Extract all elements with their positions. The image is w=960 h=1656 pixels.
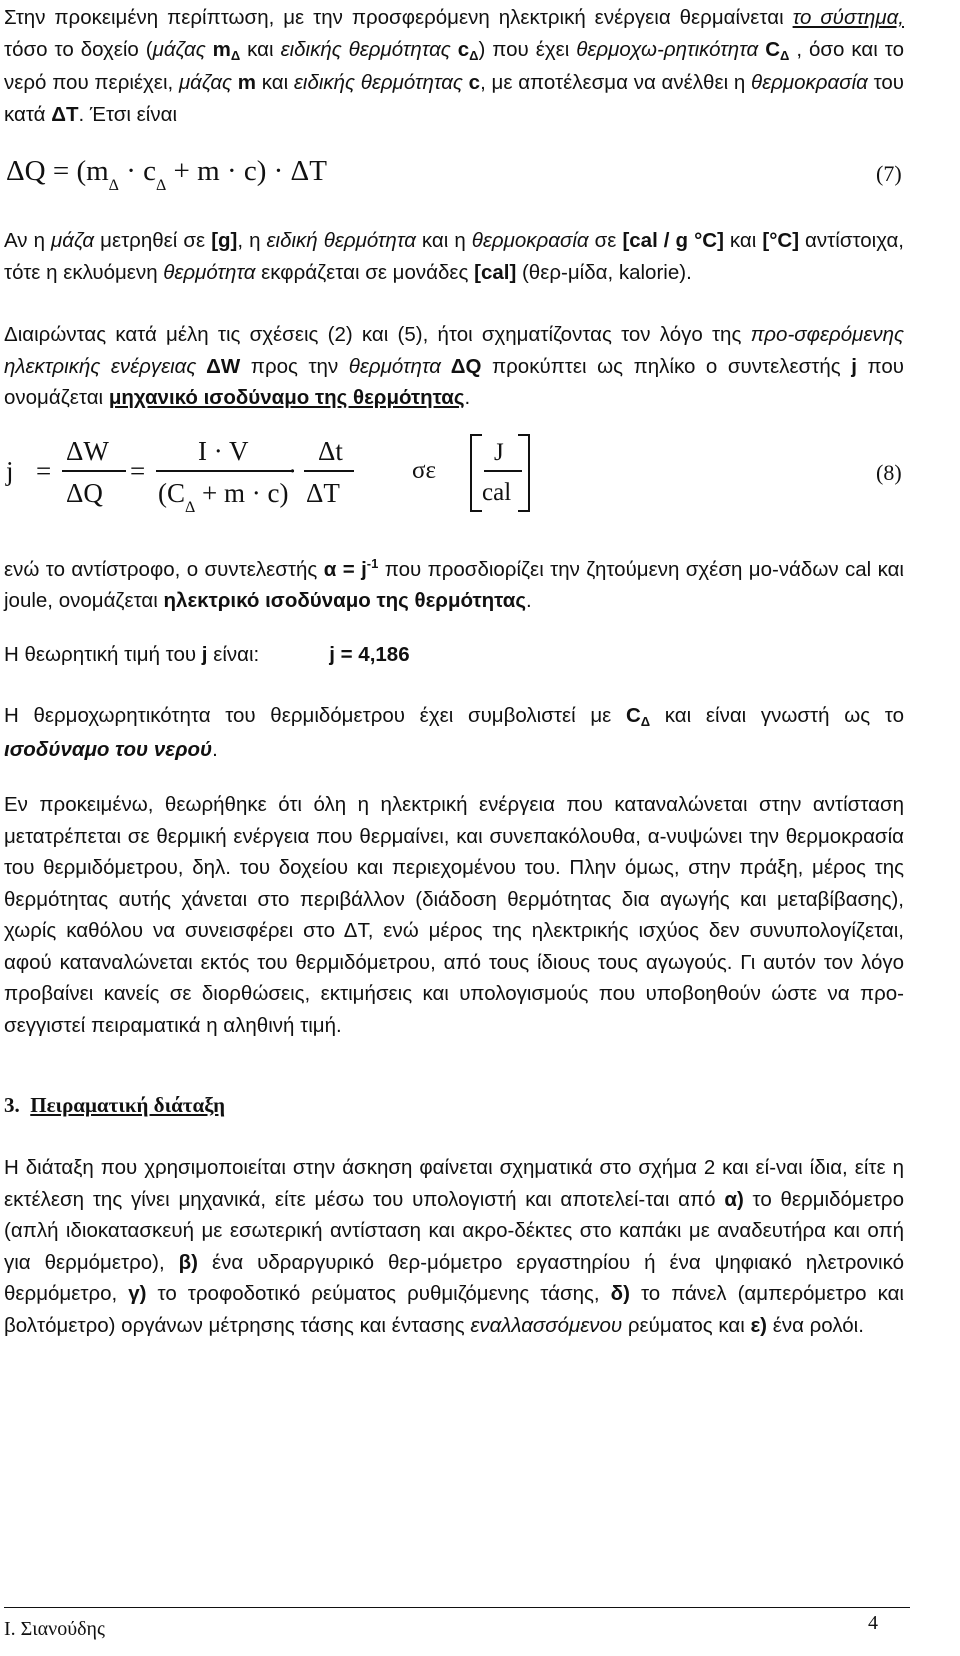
eq8-right-bracket	[518, 434, 530, 512]
eq8-J: J	[494, 439, 504, 466]
footer-page-number: 4	[868, 1612, 878, 1634]
eq8-dQ: ΔQ	[66, 478, 103, 508]
losses-paragraph: Εν προκειμένω, θεωρήθηκε ότι όλη η ηλεκτρική ενέργεια που καταναλώνεται στην αντίσταση μετατρέπεται σε θερμική ενέργεια που θερμαίνει, και συνεπακόλουθα, α-νυψώνει την θερμοκρασία του θερμιδόμετρου, δηλ. του δοχείου και περιεχομένου του. Πλην όμως, στην πράξη, μέρος της θερμότητας αυτής χάνεται στο περιβάλλον (διάδοση θερμότητας δια αγωγής και μεταβίβασης), χωρίς καθόλου να συνεισφέρει στο ΔT, ενώ μέρος της ηλεκτρικής ισχύος δεν συνυπολογίζεται, αφού καταναλώνεται εκτός του θερμιδόμετρου, από τους ίδιους τους αγωγούς. Γι αυτόν τον λόγο προβαίνει κανείς σε διορθώσεις, εκτιμήσεις και υπολογισμούς που υποβοηθούν ώστε να προ-σεγγιστεί πειραματικά η αληθινή τιμή.	[4, 793, 904, 1037]
eq8-dT: ΔT	[306, 478, 340, 508]
eq8-dW: ΔW	[66, 436, 109, 466]
eq8-j: j	[6, 456, 14, 486]
eq8-cal: cal	[482, 479, 512, 506]
mechanical-equivalent-paragraph: Διαιρώντας κατά μέλη τις σχέσεις (2) και (5), ήτοι σχηματίζοντας τον λόγο της προ-σφερόμενης ηλεκτρικής ενέργειας ΔW προς την θερμότητα ΔQ προκύπτει ως πηλίκο ο συντελεστής j που ονομάζεται μηχανικό ισοδύναμο της θερμότητας.	[4, 323, 904, 409]
eq8-fraction-line-2	[156, 470, 294, 472]
equation-7-number: (7)	[876, 161, 902, 186]
electrical-equivalent-paragraph: ενώ το αντίστροφο, ο συντελεστής $\alpha = j^{-1}$ που προσδιορίζει την ζητούμενη σχέση μο-νάδων cal και joule, ονομάζεται ηλεκτρικό ισοδύναμο της θερμότητας.	[4, 556, 904, 613]
eq8-dot: ·	[288, 456, 297, 486]
eq8-left-bracket	[470, 434, 482, 512]
eq8-equals-1: =	[36, 456, 52, 486]
water-equivalent-paragraph: Η θερμοχωρητικότητα του θερμιδόμετρου έχει συμβολιστεί με CΔ και είναι γνωστή ως το ισοδύναμο του νερού.	[4, 704, 904, 761]
equation-7: $\Delta Q = (m_\Delta \cdot c_\Delta + m \cdot c) \cdot \Delta T$	[6, 155, 327, 194]
eq8-equals-2: =	[130, 456, 146, 486]
eq8-fraction-line-3	[304, 470, 354, 472]
intro-paragraph: Στην προκειμένη περίπτωση, με την προσφερόμενη ηλεκτρική ενέργεια θερμαίνεται το σύστημα, τόσο το δοχείο (μάζας mΔ και ειδικής θερμότητας cΔ) που έχει θερμοχω-ρητικότητα CΔ , όσο και το νερό που περιέχει, μάζας m και ειδικής θερμότητας c, με αποτέλεσμα να ανέλθει η θερμοκρασία του κατά ΔT. Έτσι είναι	[4, 6, 904, 126]
units-paragraph: Αν η μάζα μετρηθεί σε [g], η ειδική θερμότητα και η θερμοκρασία σε [cal / g °C] και [°C] αντίστοιχα, τότε η εκλυόμενη θερμότητα εκφράζεται σε μονάδες [cal] (θερ-μίδα, kalorie).	[4, 229, 904, 284]
eq8-denominator: $(C_\Delta + m \cdot c)$	[158, 478, 289, 516]
eq8-dt: Δt	[318, 436, 343, 466]
eq8-fraction-line-4	[484, 470, 522, 472]
section-heading: 3. Πειραματική διάταξη	[4, 1093, 226, 1117]
eq8-IV: I · V	[198, 436, 249, 466]
footer-divider	[4, 1607, 910, 1608]
theoretical-value-line: Η θεωρητική τιμή του j είναι: j = 4,186	[4, 643, 410, 666]
equation-8-number: (8)	[876, 460, 902, 485]
eq8-fraction-line-1	[62, 470, 126, 472]
footer-author: Ι. Σιανούδης	[4, 1618, 105, 1640]
eq8-se: σε	[412, 457, 436, 484]
setup-paragraph: Η διάταξη που χρησιμοποιείται στην άσκηση φαίνεται σχηματικά στο σχήμα 2 και εί-ναι ίδια, είτε η εκτέλεση της γίνει μηχανικά, είτε μέσω του υπολογιστή και αποτελεί-ται από α) το θερμιδόμετρο (απλή ιδιοκατασκευή με εσωτερική αντίσταση και ακρο-δέκτες στο καπάκι με αναδευτήρα και οπή για θερμόμετρο), β) ένα υδραργυρικό θερ-μόμετρο εργαστηρίου ή ένα ψηφιακό ηλετρονικό θερμόμετρο, γ) το τροφοδοτικό ρεύματος ρυθμιζόμενης τάσης, δ) το πάνελ (αμπερόμετρο και βολτόμετρο) οργάνων μέτρησης τάσης και έντασης εναλλασσόμενου ρεύματος και ε) ένα ρολόι.	[4, 1156, 904, 1337]
